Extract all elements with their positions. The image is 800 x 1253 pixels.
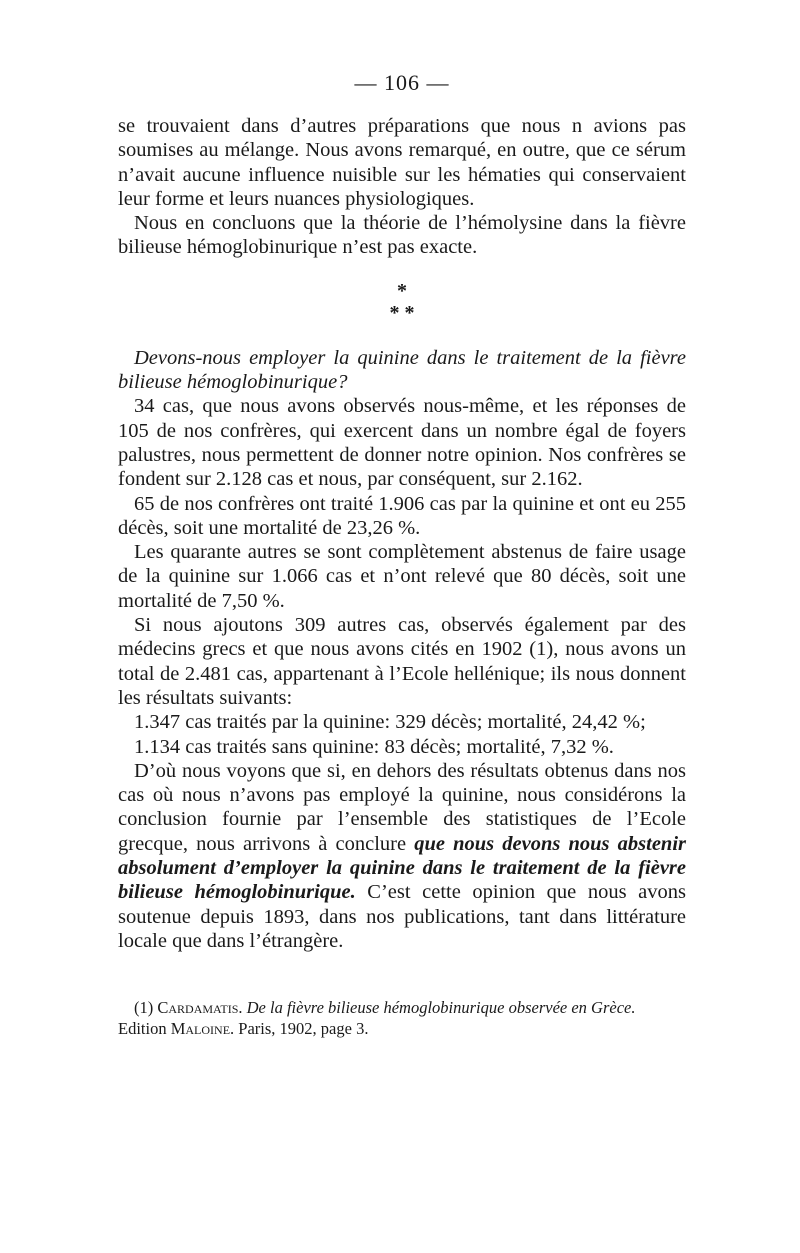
document-page <box>118 68 686 1039</box>
asterism-separator <box>118 280 686 324</box>
footnote-line-1 <box>118 997 686 1018</box>
asterism-bottom: * * <box>389 301 415 324</box>
conclusion-text-end: C’est cette opinion que nous avons soutenue depuis 1893, dans nos publications, tant dans littérature locale que dans l’étrangère. <box>118 881 686 952</box>
paragraph-greek-school: Si nous ajoutons 309 autres cas, observés également par des médecins grecs et que nous avons cités en 1902 (1), nous avons un total de 2.481 cas, appartenant à l’Ecole hellénique; ils nous donnent les résultats suivants: <box>118 614 686 709</box>
paragraph-abstained: Les quarante autres se sont complètement abstenus de faire usage de la quinine sur 1.066 cas et n’ont relevé que 80 décès, soit une mortalité de 7,50 %. <box>118 541 686 612</box>
footnote-title: De la fièvre bilieuse hémoglobinurique observée en Grèce. <box>242 998 636 1018</box>
footnote-details: Paris, 1902, page 3. <box>234 1019 369 1039</box>
result-line-with-quinine: 1.347 cas traités par la quinine: 329 décès; mortalité, 24,42 %; <box>134 711 646 734</box>
conclusion-emphasis: que nous devons nous abstenir absolument d’employer la quinine dans le traitement de la <box>118 832 686 880</box>
paragraph-cases: 34 cas, que nous avons observés nous-même, et les réponses de 105 de nos confrères, qui exercent dans un nombre égal de foyers palustres, nous permettent de donner notre opinion. Nos confrères se fondent sur 2.128 cas et nous, par conséquent, sur 2.162. <box>118 395 686 491</box>
footnote-marker: (1) <box>134 998 158 1018</box>
asterism-top: * <box>397 279 407 302</box>
section-question-heading: Devons-nous employer la quinine dans le traitement de la fièvre bilieuse hémoglobinurique? <box>118 346 686 394</box>
footnote-author: Cardamatis. <box>157 998 243 1018</box>
paragraph-quinine-treated: 65 de nos confrères ont traité 1.906 cas par la quinine et ont eu 255 décès, soit une mortalité de 23,26 %. <box>118 492 686 539</box>
paragraph-continuation: se trouvaient dans d’autres préparations que nous n avions pas soumises au mélange. Nous avons remarqué, en outre, que ce sérum n’avait aucune influence nuisible sur les hématies qui conservaient leur forme et leurs nuances physiologiques. <box>118 115 686 210</box>
footnote-edition-label: Edition <box>118 1019 171 1039</box>
paragraph-final-conclusion <box>118 759 686 953</box>
paragraph-conclusion: Nous en concluons que la théorie de l’hémolysine dans la fièvre bilieuse hémoglobinurique n’est pas exacte. <box>118 212 686 259</box>
conclusion-text-start: D’où nous voyons que si, en dehors des résultats obtenus dans nos cas où nous n’avons pas employé la quinine, nous considérons la conclusion fournie par l’ensemble des statistiques de l’Ecole grecque, nous arrivons à conclure <box>118 759 686 855</box>
footnote <box>118 997 686 1039</box>
page-number: — 106 — <box>354 70 450 95</box>
footnote-line-2 <box>118 1018 686 1039</box>
conclusion-emphasis-disease: fièvre bilieuse hémoglobinurique. <box>118 857 686 904</box>
result-line-without-quinine: 1.134 cas traités sans quinine: 83 décès; mortalité, 7,32 %. <box>134 735 614 758</box>
footnote-publisher: Maloine. <box>170 1019 235 1039</box>
